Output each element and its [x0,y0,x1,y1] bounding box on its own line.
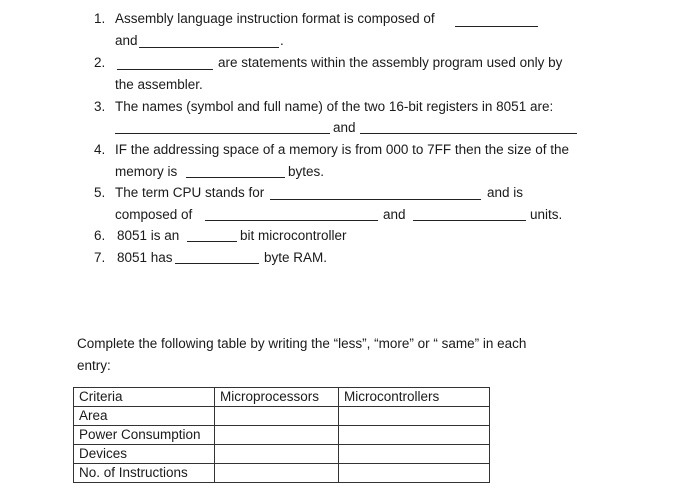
q2-text: are statements within the assembly program used only by [218,55,563,70]
row-label-devices: Devices [74,445,215,464]
cell-devices-microprocessors[interactable] [215,445,339,464]
q5-and: and [383,207,406,222]
table-row [74,464,490,483]
q2-blank[interactable] [117,69,213,70]
header-microprocessors: Microprocessors [215,388,339,407]
q3-and: and [333,120,356,135]
q3-blank-2[interactable] [360,133,577,134]
table-header-row [74,388,490,407]
q4-text-cont: memory is [115,164,178,179]
q6-tail: bit microcontroller [240,228,347,243]
q3-number: 3. [94,99,106,114]
q5-blank-2[interactable] [205,220,378,221]
instruction-line-2: entry: [77,358,111,373]
q7-text: 8051 has [117,250,173,265]
q7-tail: byte RAM. [264,250,328,265]
q4-text: IF the addressing space of a memory is from 000 to 7FF then the size of the [115,142,569,157]
q5-blank-3[interactable] [413,220,526,221]
q6-number: 6. [94,228,106,243]
cell-power-microcontrollers[interactable] [339,426,490,445]
cell-area-microcontrollers[interactable] [339,407,490,426]
row-label-instructions: No. of Instructions [74,464,215,483]
q3-blank-1[interactable] [115,133,330,134]
q7-number: 7. [94,250,106,265]
header-microcontrollers: Microcontrollers [339,388,490,407]
q2-text-cont: the assembler. [115,77,203,92]
q6-blank[interactable] [187,241,237,242]
q1-number: 1. [94,11,106,26]
q7-blank[interactable] [175,263,259,264]
q5-text-cont: composed of [115,207,193,222]
q3-text: The names (symbol and full name) of the two 16-bit registers in 8051 are: [115,99,554,114]
q5-and-is: and is [487,185,524,200]
cell-area-microprocessors[interactable] [215,407,339,426]
row-label-area: Area [74,407,215,426]
q1-text: Assembly language instruction format is composed of [115,11,435,26]
q5-tail: units. [530,207,563,222]
q2-number: 2. [94,55,106,70]
comparison-table [73,387,490,483]
table-row [74,445,490,464]
q1-and: and [115,33,138,48]
cell-instructions-microprocessors[interactable] [215,464,339,483]
q1-period: . [280,33,284,48]
header-criteria: Criteria [74,388,215,407]
row-label-power: Power Consumption [74,426,215,445]
q6-text: 8051 is an [117,228,180,243]
q5-number: 5. [94,185,106,200]
cell-instructions-microcontrollers[interactable] [339,464,490,483]
instruction-line-1: Complete the following table by writing the “less”, “more” or “ same” in each [77,336,527,351]
cell-devices-microcontrollers[interactable] [339,445,490,464]
cell-power-microprocessors[interactable] [215,426,339,445]
q1-blank-1[interactable] [455,26,538,27]
q5-text: The term CPU stands for [115,185,265,200]
table-row [74,426,490,445]
q4-number: 4. [94,142,106,157]
q4-tail: bytes. [288,164,325,179]
table-row [74,407,490,426]
q1-blank-2[interactable] [139,47,279,48]
q5-blank-1[interactable] [270,199,481,200]
q4-blank[interactable] [186,177,285,178]
